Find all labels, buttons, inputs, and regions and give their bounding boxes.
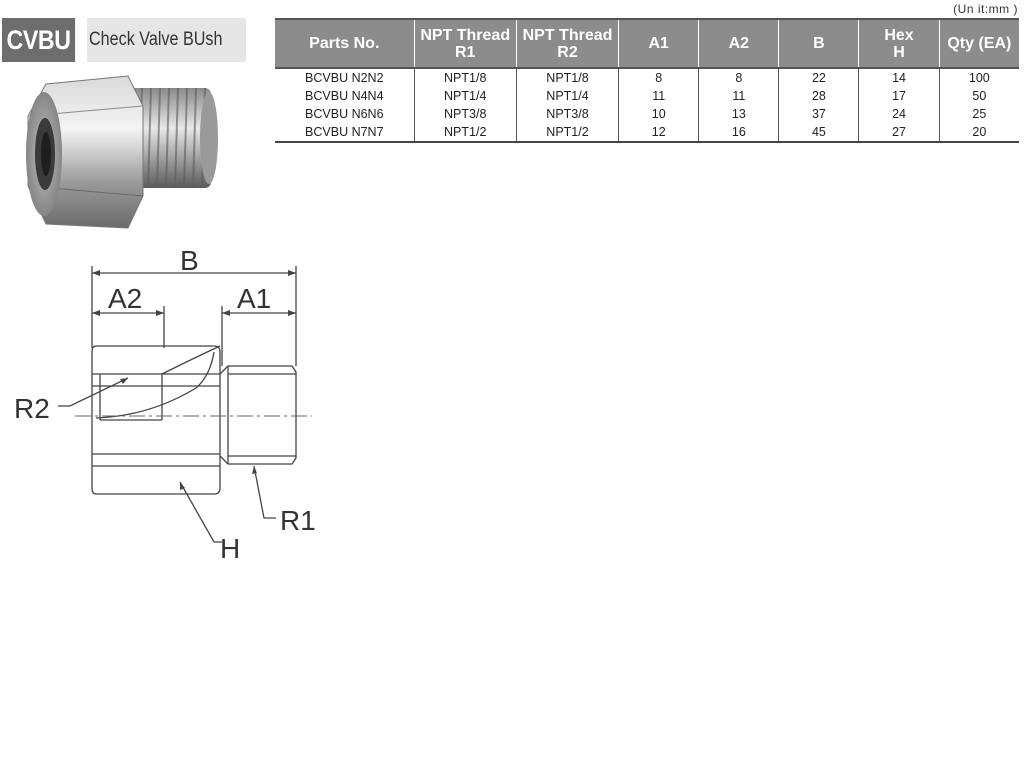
- cell-r1: NPT1/2: [414, 123, 516, 142]
- leader-r1: [254, 466, 276, 518]
- leader-r2: [58, 378, 128, 406]
- cell-r2: NPT1/8: [516, 68, 618, 87]
- column-header-r1: NPT Thread R1: [414, 19, 516, 68]
- cell-r1: NPT1/8: [414, 68, 516, 87]
- technical-drawing: [0, 240, 340, 570]
- table-header-row: [275, 19, 1019, 68]
- product-code: CVBU: [6, 24, 71, 55]
- column-header-qty: Qty (EA): [939, 19, 1019, 68]
- cell-r2: NPT3/8: [516, 105, 618, 123]
- cell-parts-no: BCVBU N6N6: [305, 107, 384, 121]
- cell-qty: 25: [939, 105, 1019, 123]
- table-row: [275, 68, 1019, 87]
- cell-b: 22: [779, 68, 859, 87]
- cell-a1: 12: [619, 123, 699, 142]
- cell-a2: 8: [699, 68, 779, 87]
- label-r2: R2: [14, 393, 50, 424]
- label-a2: A2: [108, 283, 143, 314]
- cell-a1: 10: [619, 105, 699, 123]
- cell-r2: NPT1/4: [516, 87, 618, 105]
- cell-a2: 11: [699, 87, 779, 105]
- cell-hex: 17: [859, 87, 939, 105]
- product-title-block: [2, 18, 246, 62]
- column-header-a2: A2: [699, 19, 779, 68]
- leader-h: [180, 482, 222, 542]
- table-row: [275, 87, 1019, 105]
- product-name-box: [87, 18, 246, 62]
- table-row: [275, 123, 1019, 142]
- column-header-hex: Hex H: [859, 19, 939, 68]
- male-thread-outline: [220, 366, 296, 464]
- column-header-r2: NPT Thread R2: [516, 19, 618, 68]
- label-a1: A1: [237, 283, 272, 314]
- label-h: H: [220, 533, 241, 564]
- label-b: B: [180, 245, 199, 276]
- cell-parts-no: BCVBU N4N4: [305, 89, 384, 103]
- cell-r1: NPT1/4: [414, 87, 516, 105]
- label-r1: R1: [280, 505, 316, 536]
- cell-parts-no: BCVBU N7N7: [275, 123, 414, 142]
- unit-note: (Un it:mm ): [953, 2, 1018, 16]
- cell-b: 37: [779, 105, 859, 123]
- cell-qty: 50: [939, 87, 1019, 105]
- column-header-a1: A1: [619, 19, 699, 68]
- cell-b: 45: [779, 123, 859, 142]
- cell-hex: 14: [859, 68, 939, 87]
- cell-a2: 13: [699, 105, 779, 123]
- cell-a1: 11: [619, 87, 699, 105]
- cell-qty: 20: [939, 123, 1019, 142]
- spec-table: [275, 18, 1019, 143]
- cell-a2: 16: [699, 123, 779, 142]
- cell-r2: NPT1/2: [516, 123, 618, 142]
- cell-hex: 27: [859, 123, 939, 142]
- cell-parts-no: BCVBU N2N2: [305, 71, 384, 85]
- table-row: [275, 105, 1019, 123]
- cell-b: 28: [779, 87, 859, 105]
- cell-r1: NPT3/8: [414, 105, 516, 123]
- product-name: Check Valve BUsh: [89, 29, 223, 50]
- product-code-badge: [2, 18, 75, 62]
- cell-a1: 8: [619, 68, 699, 87]
- cell-qty: 100: [939, 68, 1019, 87]
- product-photo: [18, 66, 228, 236]
- column-header-b: B: [779, 19, 859, 68]
- cell-hex: 24: [859, 105, 939, 123]
- column-header-parts-no: Parts No.: [275, 19, 414, 68]
